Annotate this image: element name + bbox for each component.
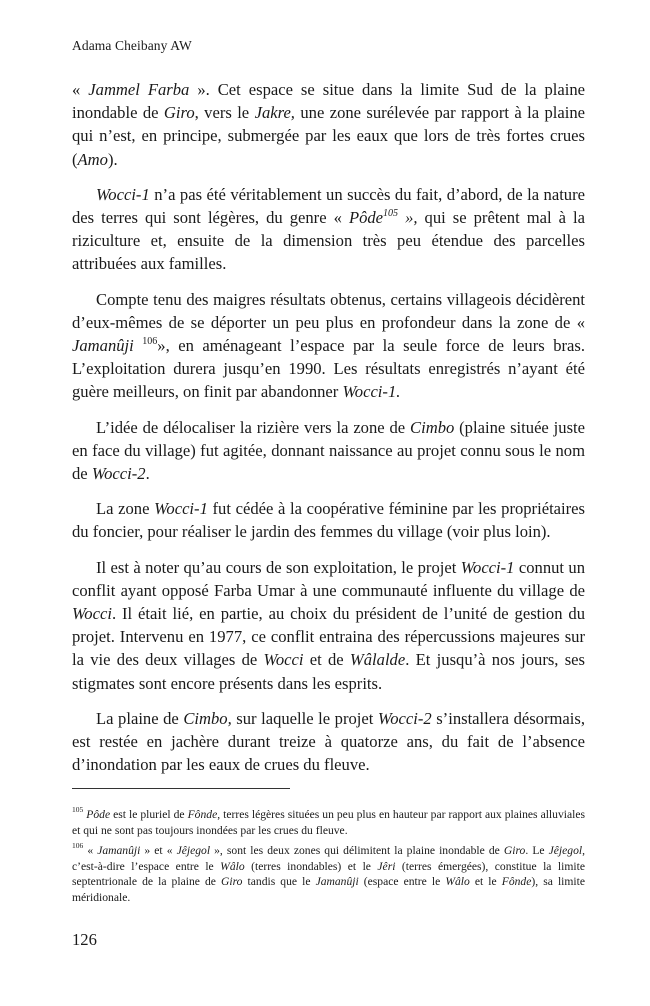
paragraph: La plaine de Cimbo, sur laquelle le projet Wocci-2 s’installera désormais, est restée en jachère durant treize à quatorze ans, du fait de l’absence d’inondation par les eaux de crues du fleuve. [72,708,585,775]
footnotes [72,807,585,911]
running-header: Adama Cheibany AW [72,38,192,53]
paragraph: Il est à noter qu’au cours de son exploitation, le projet Wocci-1 connut un conflit ayant opposé Farba Umar à une communauté influente du village de Wocci. Il était lié, en partie, au choix du président de l’unité de gestion du projet. Intervenu en 1977, ce conflit entraina des répercussions majeures sur la vie des deux villages de Wocci et de Wâlalde. Et jusqu’à nos jours, ses stigmates sont encore présents dans les esprits. [72,557,585,693]
footnote-105: $^{105}$ Pôde est le pluriel de Fônde, terres légères situées un peu plus en hauteur par rapport aux plaines alluviales et qui ne sont pas toujours inondées par les crues du fleuve. [72,805,585,837]
footnote-ref: 105 [383,208,399,220]
footnote-ref: 106 [142,336,158,348]
footnote-separator [72,788,290,789]
footnote-ref: 105 [72,805,84,814]
footnote-ref: 106 [72,841,84,851]
paragraph: Wocci-1 n’a pas été véritablement un succès du fait, d’abord, de la nature des terres qui sont légères, du genre « Pôde$^{105}$ », qui se prêtent mal à la riziculture et, ensuite de la dimension très peu étendue des parcelles attribuées aux familles. [72,184,586,274]
body-text [72,78,585,776]
page-number: 126 [72,930,97,949]
paragraph: La zone Wocci-1 fut cédée à la coopérative féminine par les propriétaires du foncier, pour réaliser le jardin des femmes du village (voir plus loin). [72,499,585,542]
paragraph: Compte tenu des maigres résultats obtenus, certains villageois décidèrent d’eux-mêmes de se déporter un peu plus en profondeur dans la zone de « Jamanûji $^{106}$», en aménageant l’espace par la seule force de leurs bras. L’exploitation durera jusqu’en 1990. Les résultats enregistrés n’ayant été guère meilleurs, on finit par abandonner Wocci-1. [72,289,585,402]
paragraph: L’idée de délocaliser la rizière vers la zone de Cimbo (plaine située juste en face du village) fut agitée, donnant naissance au projet connu sous le nom de Wocci-2. [72,417,586,484]
footnote-106: $^{106}$ « Jamanûji » et « Jêjegol », sont les deux zones qui délimitent la plaine inondable de Giro. Le Jêjegol, c’est-à-dire l’espace entre le Wâlo (terres inondables) et le Jêri (terres émergées), constitue la limite septentrionale de la plaine de Giro tandis que le Jamanûji (espace entre le Wâlo et le Fônde), sa limite méridionale. [72,841,586,904]
paragraph: « Jammel Farba ». Cet espace se situe dans la limite Sud de la plaine inondable de Giro, vers le Jakre, une zone surélevée par rapport à la plaine qui n’est, en principe, submergée par les eaux que lors de très fortes crues (Amo). [72,80,586,169]
